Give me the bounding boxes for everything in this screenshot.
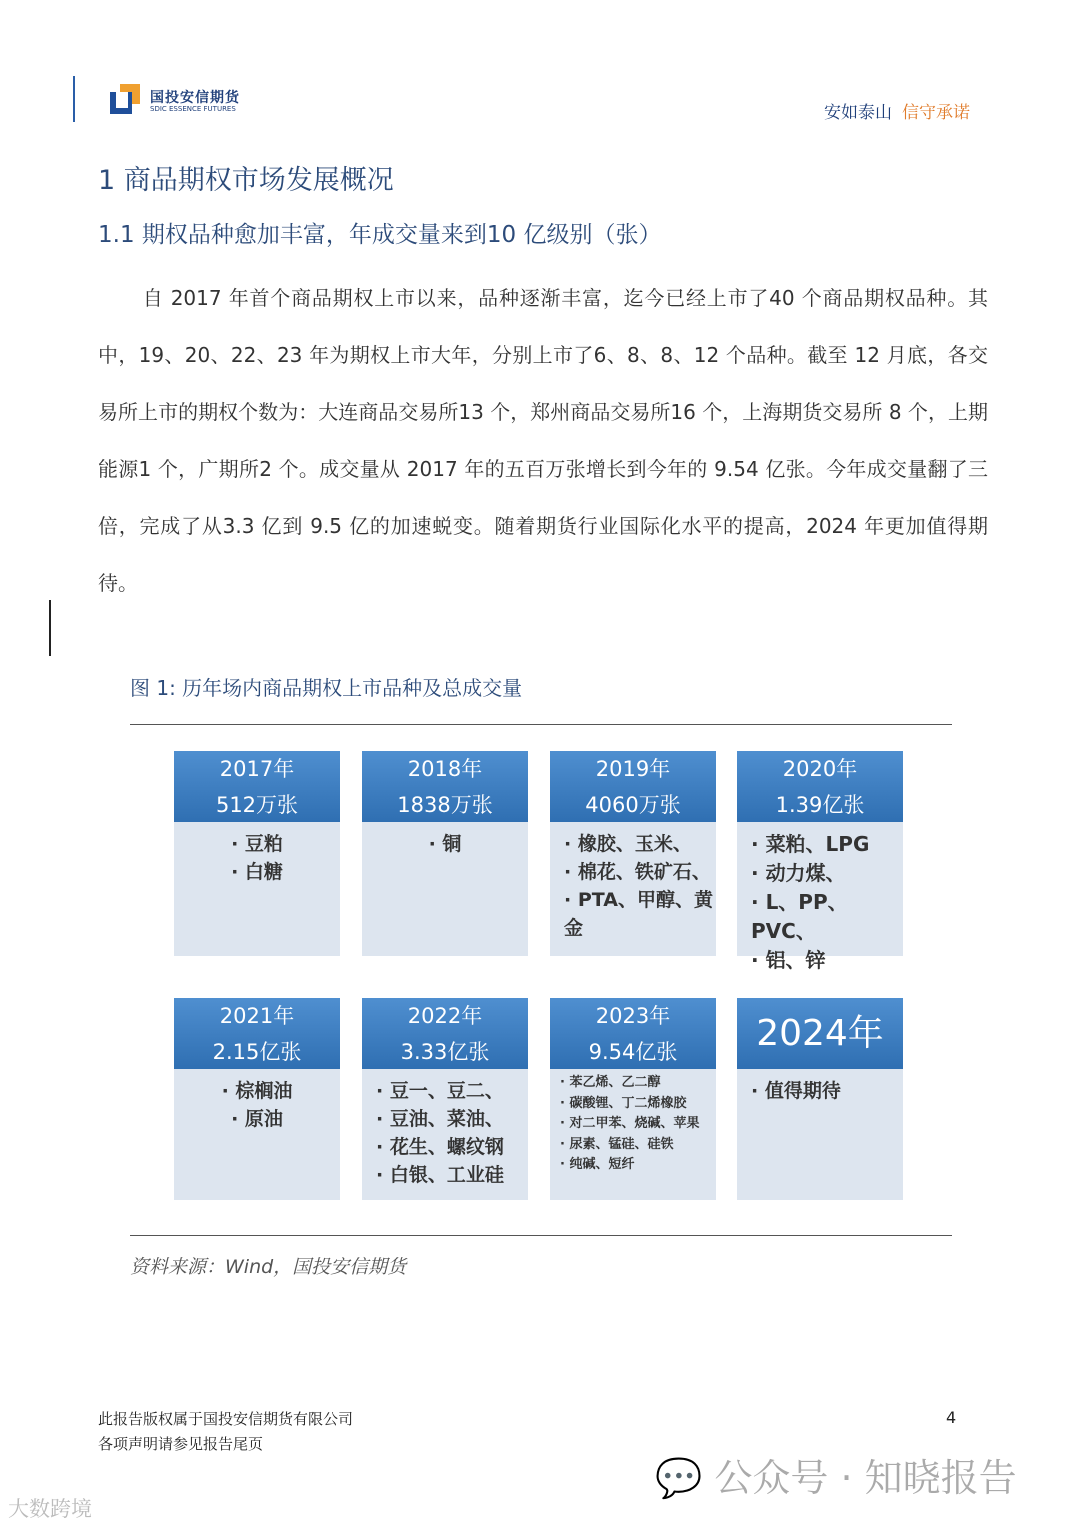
- product-item: · 原油: [174, 1105, 340, 1133]
- product-item: · 橡胶、玉米、: [564, 830, 716, 858]
- year-label: 2022年: [407, 1004, 483, 1028]
- year-box: [174, 998, 340, 1200]
- year-label: 2017年: [219, 757, 295, 781]
- corner-watermark: 大数跨境: [8, 1497, 92, 1521]
- logo-icon: [110, 84, 142, 114]
- volume-label: 2.15亿张: [212, 1040, 302, 1064]
- figure-top-rule: [130, 724, 952, 725]
- year-box: [550, 751, 716, 956]
- year-label: 2020年: [782, 757, 858, 781]
- year-box-header: [737, 998, 903, 1069]
- year-box: [174, 751, 340, 956]
- wechat-watermark-text: 公众号 · 知晓报告: [714, 1456, 1017, 1500]
- page-number: 4: [946, 1408, 957, 1427]
- product-item: · L、PP、PVC、: [751, 888, 903, 946]
- year-label: 2019年: [595, 757, 671, 781]
- volume-label: 1838万张: [397, 793, 493, 817]
- year-box: [737, 751, 903, 972]
- product-item: · 铜: [362, 830, 528, 858]
- product-item: · 棉花、铁矿石、: [564, 858, 716, 886]
- body-paragraph: [98, 270, 988, 612]
- figure-source: 资料来源：Wind，国投安信期货: [130, 1256, 407, 1278]
- paragraph-text: 自 2017 年首个商品期权上市以来，品种逐渐丰富，迄今已经上市了40 个商品期权品种。其中，19、20、22、23 年为期权上市大年，分别上市了6、8、8、12 个品种。截至 12 月底，各交易所上市的期权个数为：大连商品交易所13 个，郑州商品交易所16 个，上海期货交易所 8 个，上期能源1 个，广期所2 个。成交量从 2017 年的五百万张增长到今年的 9.54 亿张。今年成交量翻了三倍，完成了从3.3 亿到 9.5 亿的加速蜕变。随着期货行业国际化水平的提高，2024 年更加值得期待。: [98, 286, 988, 595]
- product-item: · 尿素、锰硅、硅铁: [560, 1135, 716, 1156]
- product-item: · 棕榈油: [174, 1077, 340, 1105]
- year-box: [737, 998, 903, 1200]
- year-box-header: [550, 751, 716, 822]
- slogan: [824, 98, 970, 123]
- product-item: · 菜粕、LPG: [751, 830, 903, 859]
- product-item: · PTA、甲醇、黄金: [564, 886, 716, 942]
- year-label: 2018年: [407, 757, 483, 781]
- year-box-header: [550, 998, 716, 1069]
- logo-text: 国投安信期货: [150, 90, 240, 106]
- year-box-header: [174, 998, 340, 1069]
- product-item: · 白糖: [174, 858, 340, 886]
- volume-label: 9.54亿张: [588, 1040, 678, 1064]
- product-item: · 苯乙烯、乙二醇: [560, 1073, 716, 1094]
- logo-subtext: SDIC ESSENCE FUTURES: [150, 105, 236, 113]
- year-box-header: [737, 751, 903, 822]
- volume-label: 1.39亿张: [775, 793, 865, 817]
- year-box-header: [362, 998, 528, 1069]
- year-label: 2021年: [219, 1004, 295, 1028]
- slogan-b: 信守承诺: [902, 103, 970, 123]
- footer-copyright: 此报告版权属于国投安信期货有限公司: [98, 1410, 354, 1428]
- subsection-title: 1.1 期权品种愈加丰富，年成交量来到10 亿级别（张）: [98, 222, 662, 248]
- slogan-a: 安如泰山: [824, 103, 892, 123]
- product-item: · 对二甲苯、烧碱、苹果: [560, 1114, 716, 1135]
- wechat-icon: 💬: [655, 1456, 703, 1500]
- year-label: 2023年: [595, 1004, 671, 1028]
- header-bar: [73, 76, 75, 122]
- footer-disclaimer: 各项声明请参见报告尾页: [98, 1435, 264, 1453]
- figure-bottom-rule: [130, 1235, 952, 1236]
- product-item: · 豆一、豆二、: [376, 1077, 528, 1105]
- text-cursor: [49, 600, 51, 656]
- product-item: · 豆粕: [174, 830, 340, 858]
- year-box-header: [174, 751, 340, 822]
- product-item: · 动力煤、: [751, 859, 903, 888]
- product-item: · 花生、螺纹钢: [376, 1133, 528, 1161]
- year-label: 2024年: [756, 1013, 884, 1054]
- product-item: · 铝、锌: [751, 946, 903, 975]
- product-item: · 豆油、菜油、: [376, 1105, 528, 1133]
- section-title: 1 商品期权市场发展概况: [98, 165, 394, 196]
- volume-label: 4060万张: [585, 793, 681, 817]
- product-item: · 碳酸锂、丁二烯橡胶: [560, 1094, 716, 1115]
- product-item: · 纯碱、短纤: [560, 1155, 716, 1176]
- product-item: · 白银、工业硅: [376, 1161, 528, 1189]
- year-box-header: [362, 751, 528, 822]
- year-box: [362, 998, 528, 1200]
- figure-title: 图 1: 历年场内商品期权上市品种及总成交量: [130, 676, 523, 700]
- wechat-watermark: [655, 1447, 1017, 1502]
- year-box: [362, 751, 528, 956]
- volume-label: 512万张: [215, 793, 299, 817]
- product-item: · 值得期待: [751, 1077, 903, 1105]
- volume-label: 3.33亿张: [400, 1040, 490, 1064]
- year-box: [550, 998, 716, 1200]
